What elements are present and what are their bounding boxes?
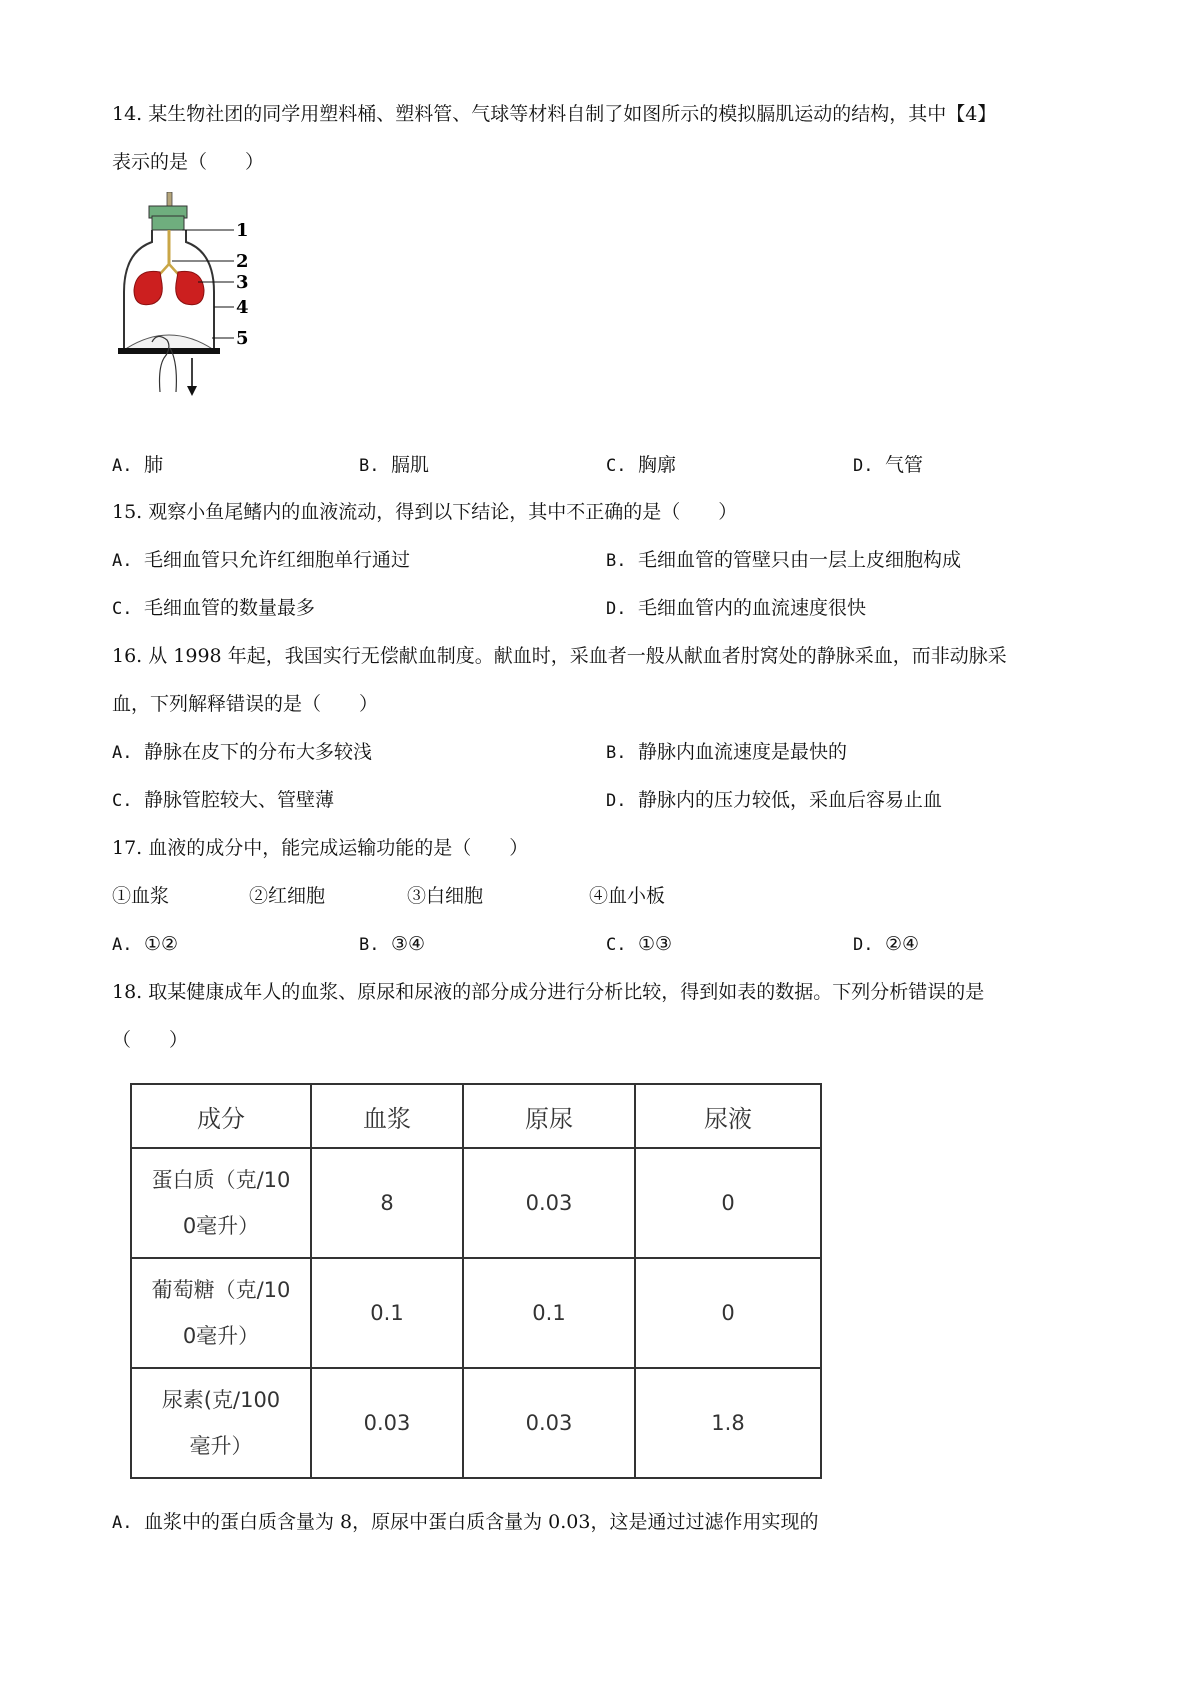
q17-item-4: ④血小板 [589, 885, 666, 907]
table-cell: 0.1 [463, 1258, 635, 1368]
option-letter: C. [112, 599, 133, 619]
row-name-line1: 蛋白质（克/10 [151, 1168, 291, 1192]
option-letter: A. [112, 935, 133, 955]
table-cell: 1.8 [635, 1368, 821, 1478]
q18-stem-line1: 18. 取某健康成年人的血浆、原尿和尿液的部分成分进行分析比较，得到如表的数据。下列分析错误的是 [112, 981, 985, 1003]
option-text: 血浆中的蛋白质含量为 8，原尿中蛋白质含量为 0.03，这是通过过滤作用实现的 [144, 1511, 819, 1533]
q18-stem-line2: （ ） [112, 1029, 189, 1051]
q16-option-a[interactable] [112, 737, 372, 768]
option-text: 静脉管腔较大、管壁薄 [144, 789, 335, 811]
option-text: 气管 [885, 454, 924, 476]
table-cell: 0.1 [311, 1258, 463, 1368]
table-row-name [131, 1148, 311, 1258]
q14-option-d[interactable] [853, 450, 923, 481]
option-text: 毛细血管的管壁只由一层上皮细胞构成 [638, 549, 962, 571]
q17-option-b[interactable] [359, 929, 425, 960]
table-cell: 0.03 [311, 1368, 463, 1478]
row-name-line1: 葡萄糖（克/10 [151, 1278, 291, 1302]
table-header-cell: 尿液 [635, 1084, 821, 1148]
table-cell: 8 [311, 1148, 463, 1258]
option-letter: C. [606, 935, 627, 955]
option-letter: B. [606, 743, 627, 763]
figure-label-2: 2 [236, 251, 249, 272]
q17-item-1: ①血浆 [112, 885, 170, 907]
option-letter: A. [112, 743, 133, 763]
q17-option-a[interactable] [112, 929, 178, 960]
option-letter: A. [112, 1513, 133, 1533]
row-name-line1: 尿素(克/100 [161, 1388, 281, 1412]
table-header-cell: 血浆 [311, 1084, 463, 1148]
table-row-name [131, 1368, 311, 1478]
q16-stem-line2: 血，下列解释错误的是（ ） [112, 693, 379, 715]
option-text: ①② [144, 933, 179, 955]
table-cell: 0.03 [463, 1368, 635, 1478]
table-row-name [131, 1258, 311, 1368]
diaphragm-model-figure [112, 192, 292, 442]
option-text: 静脉在皮下的分布大多较浅 [144, 741, 373, 763]
option-text: 膈肌 [391, 454, 430, 476]
table-header-cell: 成分 [131, 1084, 311, 1148]
q16-stem-line1: 16. 从 1998 年起，我国实行无偿献血制度。献血时，采血者一般从献血者肘窝处的静脉采血，而非动脉采 [112, 645, 1007, 667]
option-letter: D. [853, 935, 874, 955]
option-text: 静脉内血流速度是最快的 [638, 741, 848, 763]
q17-stem: 17. 血液的成分中，能完成运输功能的是（ ） [112, 837, 529, 859]
row-name-line2: 0毫升） [182, 1324, 260, 1348]
option-letter: A. [112, 456, 133, 476]
table-row [131, 1148, 821, 1258]
q17-item-3: ③白细胞 [407, 885, 484, 907]
q16-option-d[interactable] [606, 785, 942, 816]
option-letter: C. [112, 791, 133, 811]
option-letter: A. [112, 551, 133, 571]
q15-option-d[interactable] [606, 593, 866, 624]
q15-option-a[interactable] [112, 545, 410, 576]
option-letter: D. [606, 791, 627, 811]
table-row [131, 1258, 821, 1368]
q15-stem: 15. 观察小鱼尾鳍内的血液流动，得到以下结论，其中不正确的是（ ） [112, 501, 738, 523]
q16-option-c[interactable] [112, 785, 334, 816]
row-name-line2: 0毫升） [182, 1214, 260, 1238]
option-letter: D. [853, 456, 874, 476]
option-text: 静脉内的压力较低，采血后容易止血 [638, 789, 943, 811]
option-letter: C. [606, 456, 627, 476]
q14-option-c[interactable] [606, 450, 676, 481]
option-text: 胸廓 [638, 454, 677, 476]
q17-item-2: ②红细胞 [249, 885, 326, 907]
option-text: ③④ [391, 933, 426, 955]
table-cell: 0 [635, 1258, 821, 1368]
option-text: ①③ [638, 933, 673, 955]
table-cell: 0 [635, 1148, 821, 1258]
q17-option-c[interactable] [606, 929, 672, 960]
figure-label-5: 5 [236, 328, 249, 349]
q15-option-b[interactable] [606, 545, 961, 576]
option-letter: B. [359, 935, 380, 955]
table-cell: 0.03 [463, 1148, 635, 1258]
option-letter: B. [606, 551, 627, 571]
option-text: 肺 [144, 454, 164, 476]
option-letter: D. [606, 599, 627, 619]
option-text: 毛细血管只允许红细胞单行通过 [144, 549, 411, 571]
composition-table [130, 1083, 822, 1479]
q18-option-a[interactable] [112, 1507, 818, 1538]
q14-stem-line1: 14. 某生物社团的同学用塑料桶、塑料管、气球等材料自制了如图所示的模拟膈肌运动的结构，其中【4】 [112, 103, 997, 125]
table-header-row [131, 1084, 821, 1148]
option-text: 毛细血管内的血流速度很快 [638, 597, 867, 619]
q14-option-b[interactable] [359, 450, 429, 481]
q17-option-d[interactable] [853, 929, 919, 960]
option-text: 毛细血管的数量最多 [144, 597, 316, 619]
figure-label-1: 1 [236, 220, 249, 241]
q14-option-a[interactable] [112, 450, 163, 481]
row-name-line2: 毫升） [189, 1434, 253, 1458]
figure-label-3: 3 [236, 272, 249, 293]
option-letter: B. [359, 456, 380, 476]
table-header-cell: 原尿 [463, 1084, 635, 1148]
q14-stem-line2: 表示的是（ ） [112, 151, 265, 173]
q16-option-b[interactable] [606, 737, 847, 768]
table-row [131, 1368, 821, 1478]
option-text: ②④ [885, 933, 920, 955]
bell-jar-diagram [112, 192, 292, 442]
figure-label-4: 4 [236, 297, 249, 318]
q15-option-c[interactable] [112, 593, 315, 624]
